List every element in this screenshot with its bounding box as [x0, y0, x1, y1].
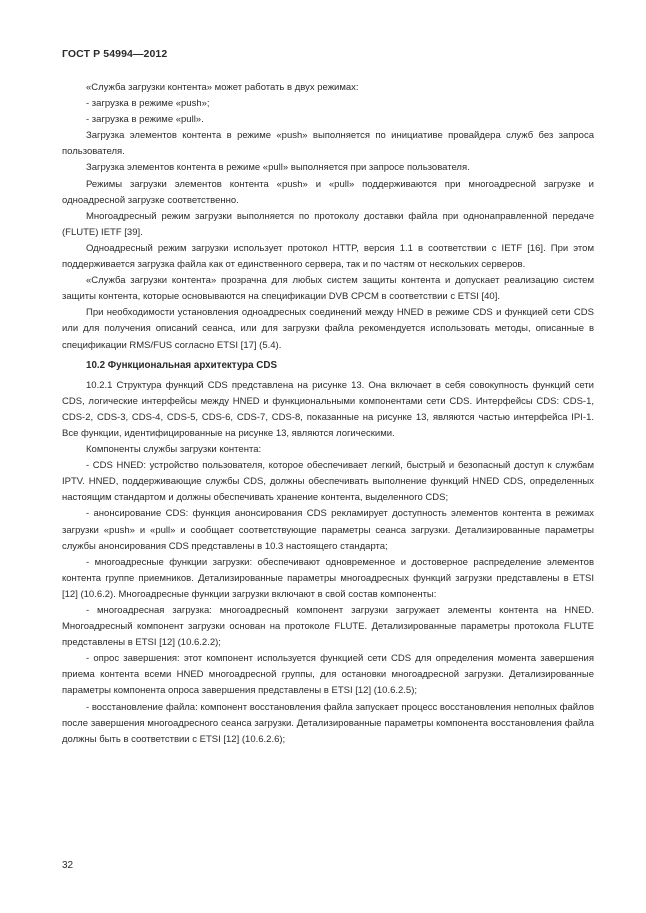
paragraph: 10.2.1 Структура функций CDS представлена на рисунке 13. Она включает в себя совокупность функций сети CDS, логические интерфейсы между HNED и функциональными компонентами сети CDS. Интерфейсы CDS: CDS-1, CDS-2, CDS-3, CDS-4, CDS-5, CDS-6, CDS-7, CDS-8, показанные на рисунке 13, являются частью интерфейса IPI-1. Все функции, идентифицированные на рисунке 13, являются логическими. — [62, 379, 594, 439]
paragraph: При необходимости установления одноадресных соединений между HNED в режиме CDS и функцией сети CDS или для получения описаний сеанса, или для загрузки файла рекомендуется использовать методы, описанные в спецификации RMS/FUS согласно ETSI [17] (5.4). — [62, 307, 594, 351]
paragraph: - многоадресная загрузка: многоадресный компонент загрузки загружает элементы контента на HNED. Многоадресный компонент загрузки основан на протоколе FLUTE. Детализированные параметры протокола FLUTE представлены в ETSI [12] (10.6.2.2); — [62, 605, 594, 649]
page-number: 32 — [62, 860, 74, 871]
paragraph: - CDS HNED: устройство пользователя, которое обеспечивает легкий, быстрый и безопасный доступ к службам IPTV. HNED, поддерживающие службы CDS, должны обеспечивать выполнение функций HNED CDS, определенных настоящим стандартом и должны обеспечивать хранение контента, выделенного CDS; — [62, 460, 594, 504]
section-heading: 10.2 Функциональная архитектура CDS — [86, 359, 277, 371]
document-body — [62, 80, 594, 748]
paragraph: - анонсирование CDS: функция анонсирования CDS рекламирует доступность элементов контента в режимах загрузки «push» и «pull» и сообщает соответствующие параметры сеанса загрузки. Детализированные параметры службы анонсирования CDS представлены в 10.3 настоящего стандарта; — [62, 508, 594, 552]
paragraph: - опрос завершения: этот компонент используется функцией сети CDS для определения момента завершения приема контента всеми HNED многоадресной группы, для остановки многоадресной загрузки. Детализированные параметры компонента опроса завершения представлены в ETSI [12] (10.6.2.5); — [62, 653, 594, 697]
paragraph: Компоненты службы загрузки контента: — [86, 444, 262, 456]
paragraph: Загрузка элементов контента в режиме «pull» выполняется при запросе пользователя. — [86, 162, 470, 174]
paragraph: Многоадресный режим загрузки выполняется по протоколу доставки файла при однонаправленной передаче (FLUTE) IETF [39]. — [62, 210, 594, 238]
paragraph: - загрузка в режиме «push»; — [86, 98, 210, 110]
paragraph: «Служба загрузки контента» может работать в двух режимах: — [86, 82, 359, 93]
paragraph: Загрузка элементов контента в режиме «push» выполняется по инициативе провайдера служб без запроса пользователя. — [62, 130, 594, 158]
paragraph: - многоадресные функции загрузки: обеспечивают одновременное и достоверное распределение элементов контента группе приемников. Детализированные параметры многоадресных функций загрузки представлены в ETSI [12] (10.6.2). Многоадресные функции загрузки включают в свой состав компоненты: — [62, 556, 594, 600]
paragraph: «Служба загрузки контента» прозрачна для любых систем защиты контента и допускает реализацию систем защиты контента, которые основываются на спецификации DVB CPCM в соответствии с ETSI [40]. — [62, 275, 594, 303]
paragraph: - загрузка в режиме «pull». — [86, 114, 204, 126]
document-header: ГОСТ Р 54994—2012 — [62, 48, 168, 60]
paragraph: Одноадресный режим загрузки использует протокол HTTP, версия 1.1 в соответствии с IETF [16]. При этом поддерживается загрузка файла как от единственного сервера, так и по частям от нескольких серверов. — [62, 242, 594, 271]
paragraph: Режимы загрузки элементов контента «push» и «pull» поддерживаются при многоадресной загрузке и одноадресной загрузке соответственно. — [62, 178, 594, 206]
paragraph: - восстановление файла: компонент восстановления файла запускает процесс восстановления неполных файлов после завершения многоадресного сеанса загрузки. Детализированные параметры компонента восстановления файла должны быть в соответствии с ETSI [12] (10.6.2.6); — [62, 701, 594, 745]
